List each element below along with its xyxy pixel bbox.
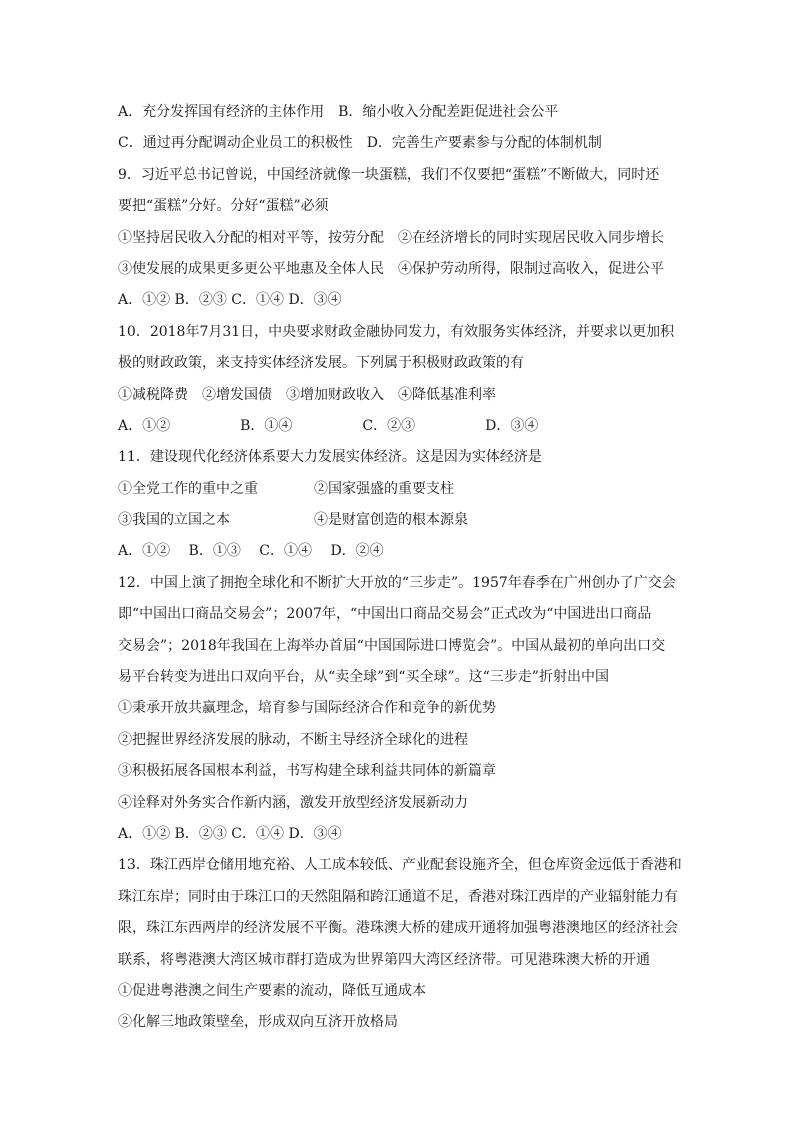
q12-statement-4: ④诠释对外务实合作新内涵，激发开放型经济发展新动力 (118, 795, 468, 811)
q11-options: A．①② B．①③ C．①④ D．②④ (118, 543, 384, 559)
q11-statements-1-2: ①全党工作的重中之重 ②国家强盛的重要支柱 (118, 481, 454, 497)
q9-stem-line-2: 要把“蛋糕”分好。分好“蛋糕”必须 (118, 198, 329, 214)
q9-statements-1-2: ①坚持居民收入分配的相对平等，按劳分配 ②在经济增长的同时实现居民收入同步增长 (118, 230, 664, 246)
q13-stem-line-1: 13．珠江西岸仓储用地充裕、人工成本较低、产业配套设施齐全，但仓库资金远低于香港和 (118, 857, 682, 873)
q11-stem: 11．建设现代化经济体系要大力发展实体经济。这是因为实体经济是 (118, 449, 542, 465)
q13-stem-line-3: 限，珠江东西两岸的经济发展不平衡。港珠澳大桥的建成开通将加强粤港澳地区的经济社会 (118, 920, 678, 936)
q12-stem-line-3: 交易会”；2018年我国在上海举办首届“中国国际进口博览会”。中国从最初的单向出口交 (118, 638, 666, 654)
q12-statement-2: ②把握世界经济发展的脉动，不断主导经济全球化的进程 (118, 732, 468, 748)
q12-statement-3: ③积极拓展各国根本利益，书写构建全球利益共同体的新篇章 (118, 763, 496, 779)
q9-statements-3-4: ③使发展的成果更多更公平地惠及全体人民 ④保护劳动所得，限制过高收入，促进公平 (118, 261, 664, 277)
q12-options: A．①② B．②③ C．①④ D．③④ (118, 826, 342, 842)
q10-stem-line-2: 极的财政政策，来支持实体经济发展。下列属于积极财政政策的有 (118, 355, 524, 371)
q11-statements-3-4: ③我国的立国之本 ④是财富创造的根本源泉 (118, 512, 468, 528)
q8-option-c-d: C．通过再分配调动企业员工的积极性 D．完善生产要素参与分配的体制机制 (118, 135, 602, 151)
q10-options: A．①② B．①④ C．②③ D．③④ (118, 418, 539, 434)
q9-stem-line-1: 9．习近平总书记曾说，中国经济就像一块蛋糕，我们不仅要把“蛋糕”不断做大，同时还 (118, 167, 660, 183)
q13-statement-2: ②化解三地政策壁垒，形成双向互济开放格局 (118, 1014, 398, 1030)
q13-statement-1: ①促进粤港澳之间生产要素的流动，降低互通成本 (118, 983, 426, 999)
q10-stem-line-1: 10．2018年7月31日，中央要求财政金融协同发力，有效服务实体经济，并要求以更加积 (118, 324, 675, 340)
q13-stem-line-4: 联系，将粤港澳大湾区城市群打造成为世界第四大湾区经济带。可见港珠澳大桥的开通 (118, 952, 650, 968)
q9-options: A．①② B．②③ C．①④ D．③④ (118, 292, 342, 308)
q10-statements: ①减税降费 ②增发国债 ③增加财政收入 ④降低基准利率 (118, 387, 496, 403)
q12-statement-1: ①秉承开放共赢理念，培育参与国际经济合作和竞争的新优势 (118, 700, 496, 716)
q12-stem-line-4: 易平台转变为进出口双向平台，从“卖全球”到“买全球”。这“三步走”折射出中国 (118, 669, 609, 685)
q12-stem-line-2: 即“中国出口商品交易会”；2007年，“中国出口商品交易会”正式改为“中国进出口商品 (118, 606, 652, 622)
q8-option-a-b: A．充分发挥国有经济的主体作用 B．缩小收入分配差距促进社会公平 (118, 104, 559, 120)
q12-stem-line-1: 12．中国上演了拥抱全球化和不断扩大开放的“三步走”。1957年春季在广州创办了广交会 (118, 575, 676, 591)
q13-stem-line-2: 珠江东岸；同时由于珠江口的天然阻隔和跨江通道不足，香港对珠江西岸的产业辐射能力有 (118, 889, 678, 905)
